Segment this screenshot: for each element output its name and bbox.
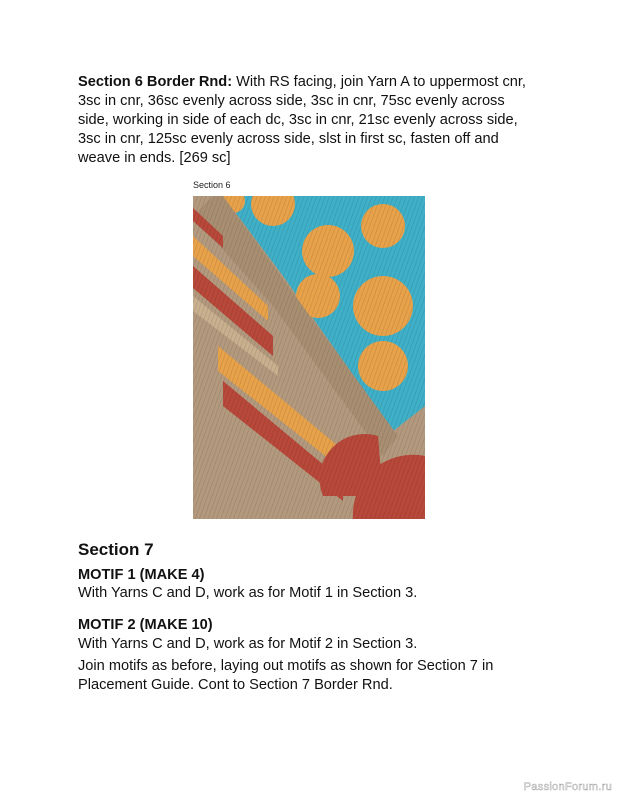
section6-border-text: With RS facing, join Yarn A to uppermost cnr, 3sc in cnr, 36sc evenly across side, 3sc in cnr, 75sc evenly across side, working in side of each dc, 3sc in cnr, 21sc evenly across side, 3sc in cnr, 125sc evenly across side, slst in first sc, fasten off and weave in ends. [269 sc] (78, 74, 526, 166)
section7-heading: Section 7 (78, 540, 154, 559)
motif2-text: With Yarns C and D, work as for Motif 2 in Section 3. (78, 636, 418, 652)
section6-crochet-photo (193, 196, 425, 519)
motif1-text: With Yarns C and D, work as for Motif 1 in Section 3. (78, 585, 418, 601)
section6-border-instructions (78, 73, 538, 168)
join-instructions: Join motifs as before, laying out motifs as shown for Section 7 in Placement Guide. Cont to Section 7 Border Rnd. (78, 658, 494, 693)
watermark: PassionForum.ru (523, 781, 612, 793)
motif2-heading: MOTIF 2 (MAKE 10) (78, 617, 213, 633)
motif1-heading: MOTIF 1 (MAKE 4) (78, 567, 205, 583)
photo-caption: Section 6 (193, 180, 231, 190)
section6-border-heading: Section 6 Border Rnd: (78, 74, 233, 90)
